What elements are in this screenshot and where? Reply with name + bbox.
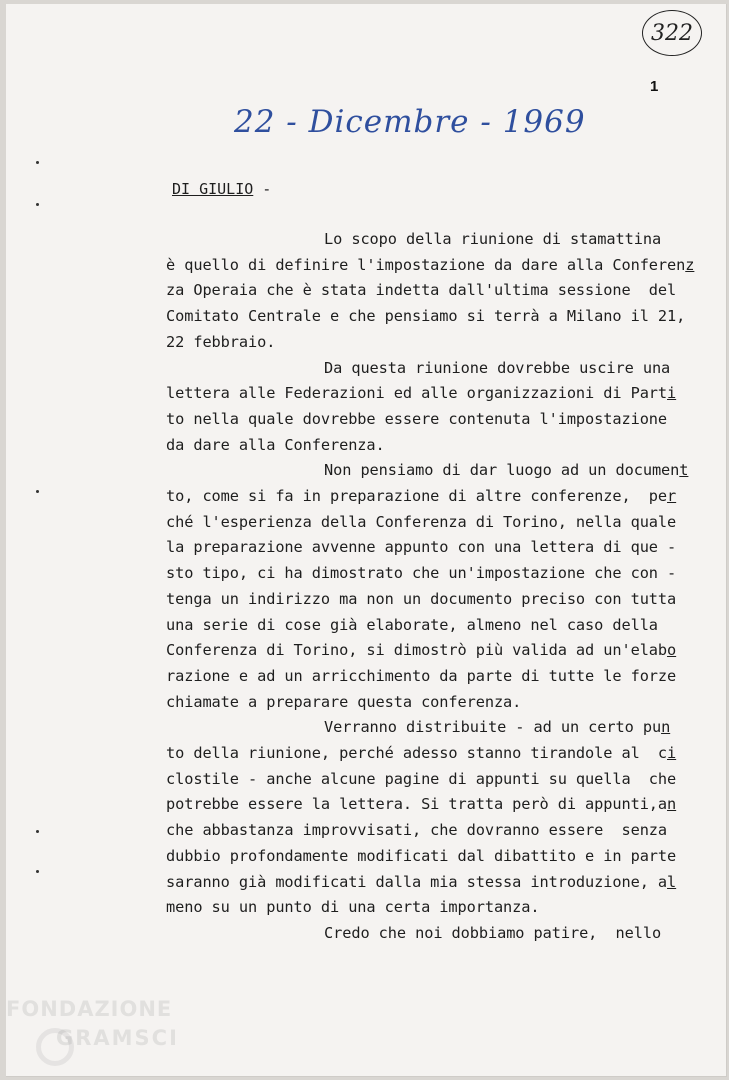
text-line-content: tenga un indirizzo ma non un documento preciso con tutta	[166, 589, 677, 608]
speaker-dash: -	[253, 180, 272, 198]
watermark-line2: GRAMSCI	[56, 1026, 179, 1050]
text-line	[324, 718, 670, 736]
watermark	[6, 999, 179, 1049]
text-line	[166, 307, 685, 325]
margin-mark	[36, 161, 39, 164]
text-line-hyphen-tail: o	[667, 641, 677, 660]
text-line	[166, 436, 385, 454]
text-line-content: meno su un punto di una certa importanza.	[166, 898, 540, 917]
text-line-content: za Operaia che è stata indetta dall'ultima sessione del	[166, 281, 677, 300]
text-line	[166, 513, 676, 531]
document-page	[6, 4, 727, 1077]
text-line-hyphen-tail: i	[667, 744, 677, 762]
text-line-content: lettera alle Federazioni ed alle organizzazioni di Part	[166, 384, 668, 403]
text-line-content: 22 febbraio.	[166, 332, 276, 351]
text-line-content: to della riunione, perché adesso stanno tirandole al c	[166, 744, 668, 762]
text-line	[166, 667, 676, 685]
text-line	[324, 461, 688, 479]
text-line-hyphen-tail: z	[685, 255, 695, 274]
text-line-content: Verranno distribuite - ad un certo pu	[324, 718, 662, 737]
text-line-content: è quello di definire l'impostazione da dare alla Conferen	[166, 255, 686, 274]
text-line	[324, 359, 670, 377]
text-line-hyphen-tail: r	[667, 487, 677, 505]
text-line-content: una serie di cose già elaborate, almeno nel caso della	[166, 615, 658, 634]
speaker-heading	[172, 180, 271, 198]
text-line	[166, 538, 676, 556]
text-line-content: dubbio profondamente modificati dal dibattito e in parte	[166, 846, 677, 865]
text-line-content: Da questa riunione dovrebbe uscire una	[324, 358, 671, 377]
text-line-hyphen-tail: t	[679, 461, 689, 480]
margin-mark	[36, 490, 39, 493]
text-line-content: clostile - anche alcune pagine di appunti su quella che	[166, 769, 677, 788]
margin-mark	[36, 203, 39, 206]
margin-mark	[36, 830, 39, 833]
text-line-content: da dare alla Conferenza.	[166, 435, 385, 454]
watermark-line1: FONDAZIONE	[6, 997, 173, 1021]
text-line-content: ché l'esperienza della Conferenza di Torino, nella quale	[166, 512, 677, 531]
text-line	[166, 333, 275, 351]
text-line-content: Credo che noi dobbiamo patire, nello	[324, 923, 662, 942]
text-line-content: saranno già modificati dalla mia stessa introduzione, a	[166, 872, 668, 891]
text-line-content: Lo scopo della riunione di stamattina	[324, 230, 662, 248]
text-line	[166, 487, 676, 505]
margin-mark	[36, 870, 39, 873]
text-line	[166, 616, 658, 634]
page-number: 1	[650, 78, 659, 95]
speaker-name: DI GIULIO	[172, 180, 254, 198]
text-line	[166, 564, 676, 582]
text-line-hyphen-tail: n	[667, 795, 677, 814]
text-line-hyphen-tail: i	[667, 384, 677, 403]
text-line	[166, 770, 676, 788]
text-line-content: la preparazione avvenne appunto con una lettera di que -	[166, 538, 677, 557]
text-line-content: to, come si fa in preparazione di altre conferenze, pe	[166, 487, 668, 505]
archive-number: 322	[642, 10, 702, 56]
text-line-content: Comitato Centrale e che pensiamo si terrà a Milano il 21,	[166, 307, 686, 326]
text-line-content: Conferenza di Torino, si dimostrò più valida ad un'elab	[166, 641, 668, 660]
text-line	[166, 693, 521, 711]
text-line-content: chiamate a preparare questa conferenza.	[166, 692, 522, 711]
text-line	[166, 744, 676, 762]
text-line-content: potrebbe essere la lettera. Si tratta però di appunti,a	[166, 795, 668, 814]
text-line-hyphen-tail: n	[661, 718, 671, 737]
text-line	[166, 795, 676, 813]
text-line-content: sto tipo, ci ha dimostrato che un'impostazione che con -	[166, 564, 677, 583]
text-line-content: to nella quale dovrebbe essere contenuta l'impostazione	[166, 409, 668, 428]
text-line	[166, 410, 667, 428]
text-line	[166, 281, 676, 299]
text-line	[324, 924, 661, 942]
text-line	[166, 847, 676, 865]
text-line	[324, 230, 661, 248]
text-line	[166, 641, 676, 659]
text-line-hyphen-tail: l	[667, 872, 677, 891]
text-line-content: Non pensiamo di dar luogo ad un documen	[324, 461, 680, 480]
text-line-content: che abbastanza improvvisati, che dovranno essere senza	[166, 821, 668, 840]
text-line	[166, 821, 667, 839]
text-line	[166, 590, 676, 608]
text-line	[166, 898, 540, 916]
text-line	[166, 256, 694, 274]
handwritten-date: 22 - Dicembre - 1969	[234, 104, 586, 140]
text-line	[166, 384, 676, 402]
text-line-content: razione e ad un arricchimento da parte di tutte le forze	[166, 666, 677, 685]
text-line	[166, 873, 676, 891]
